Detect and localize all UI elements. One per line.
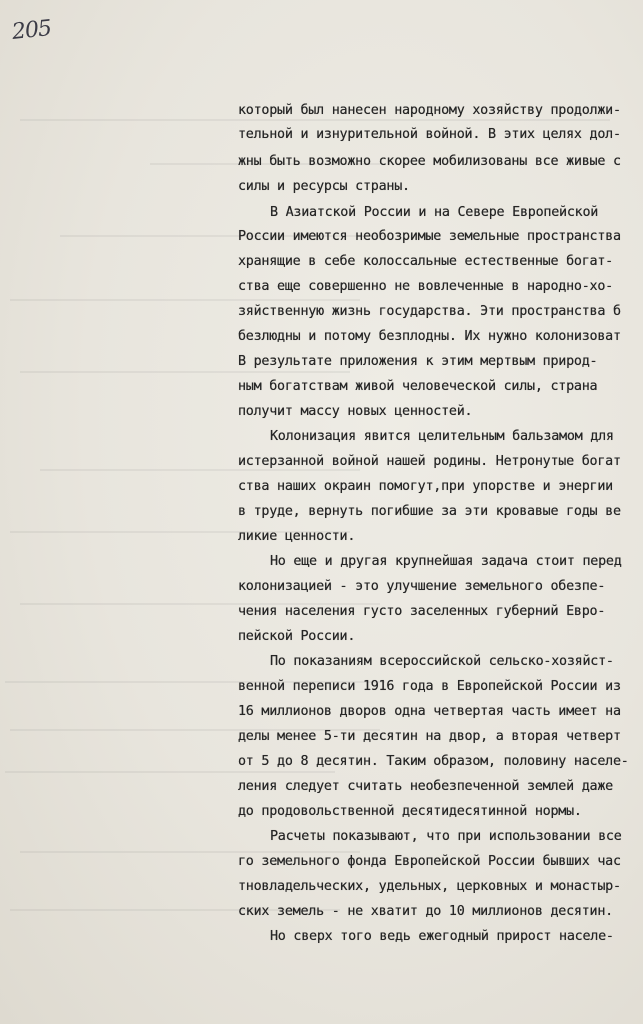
text-line: колонизацией - это улучшение земельного обезпе- (238, 579, 606, 594)
text-line: пейской России. (238, 629, 356, 644)
text-line: зяйственную жизнь государства. Эти пространства б (238, 304, 621, 319)
text-line: ликие ценности. (238, 529, 356, 544)
text-line: ления следует считать необезпеченной землей даже (238, 779, 613, 794)
text-line: ских земель - не хватит до 10 миллионов десятин. (238, 904, 613, 919)
text-line: В результате приложения к этим мертвым природ- (238, 354, 598, 369)
text-line: получит массу новых ценностей. (238, 404, 473, 419)
text-line: Расчеты показывают, что при использовании все (270, 829, 622, 844)
text-line: Но еще и другая крупнейшая задача стоит перед (270, 554, 622, 569)
text-line: ства наших окраин помогут,при упорстве и энергии (238, 479, 613, 494)
text-line: силы и ресурсы страны. (238, 179, 410, 194)
text-line: По показаниям всероссийской сельско-хозяйст- (270, 654, 614, 669)
text-line: 16 миллионов дворов одна четвертая часть имеет на (238, 704, 621, 719)
page-number: 205 (10, 16, 53, 45)
text-line: безлюдны и потому безплодны. Их нужно колонизоват (238, 329, 621, 344)
text-line: хранящие в себе колоссальные естественные богат- (238, 254, 613, 269)
text-line: в труде, вернуть погибшие за эти кровавые годы ве (238, 504, 621, 519)
text-line: жны быть возможно скорее мобилизованы все живые с (238, 154, 621, 169)
text-line: тельной и изнурительной войной. В этих целях дол- (238, 127, 621, 142)
text-line: го земельного фонда Европейской России бывших час (238, 854, 621, 869)
text-line: России имеются необозримые земельные пространства (238, 229, 621, 244)
text-line: от 5 до 8 десятин. Таким образом, половину населе- (238, 754, 629, 769)
text-line: ства еще совершенно не вовлеченные в народно-хо- (238, 279, 613, 294)
text-line: истерзанной войной нашей родины. Нетронутые богат (238, 454, 621, 469)
text-line: до продовольственной десятидесятинной нормы. (238, 804, 582, 819)
text-line: который был нанесен народному хозяйству продолжи- (238, 103, 621, 118)
text-line: чения населения густо заселенных губерний Евро- (238, 604, 606, 619)
text-line: Колонизация явится целительным бальзамом для (270, 429, 614, 444)
text-line: Но сверх того ведь ежегодный прирост населе- (270, 929, 614, 944)
text-line: тновладельческих, удельных, церковных и монастыр- (238, 879, 621, 894)
text-line: В Азиатской России и на Севере Европейской (270, 205, 599, 220)
text-line: делы менее 5-ти десятин на двор, а вторая четверт (238, 729, 621, 744)
text-line: ным богатствам живой человеческой силы, страна (238, 379, 598, 394)
text-line: венной переписи 1916 года в Европейской России из (238, 679, 621, 694)
